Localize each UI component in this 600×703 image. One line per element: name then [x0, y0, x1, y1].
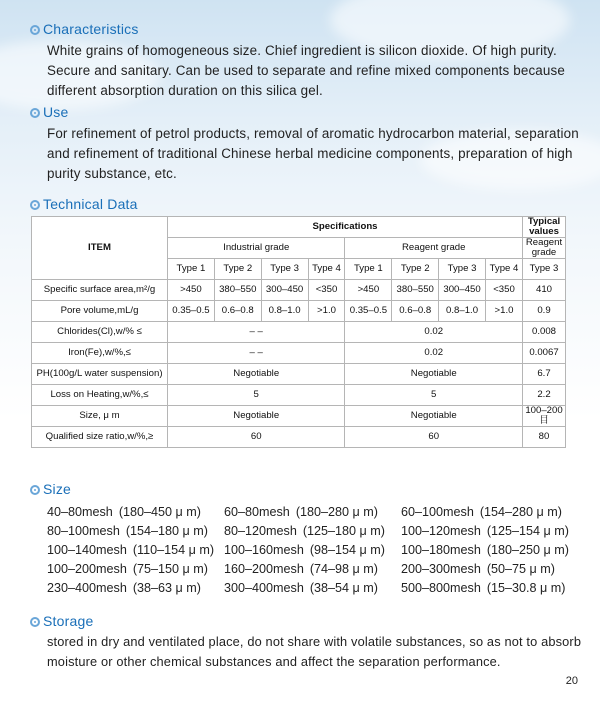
table-cell: 5: [345, 385, 523, 406]
size-range: (98–154 μ m): [309, 543, 385, 557]
table-cell: 380–550: [214, 280, 261, 301]
table-cell: >1.0: [308, 301, 345, 322]
size-entry: [224, 579, 401, 598]
row-label: PH(100g/L water suspension): [32, 364, 168, 385]
table-cell: >450: [168, 280, 215, 301]
size-range: (125–180 μ m): [302, 524, 385, 538]
type-header: Type 4: [485, 259, 522, 280]
table-cell: >1.0: [485, 301, 522, 322]
table-cell: 0.6–0.8: [214, 301, 261, 322]
size-range: (38–63 μ m): [132, 581, 201, 595]
table-row: [32, 343, 566, 364]
use-text: For refinement of petrol products, removal of aromatic hydrocarbon material, separation and refinement of traditional Chinese herbal medicine components, preparation of high purity substance, etc.: [47, 126, 579, 181]
type-header: Type 1: [168, 259, 215, 280]
size-mesh: 80–120mesh: [224, 524, 297, 538]
type-header: Type 2: [392, 259, 439, 280]
size-range: (154–180 μ m): [125, 524, 208, 538]
table-cell: 80: [523, 427, 566, 448]
industrial-grade-header: Industrial grade: [168, 238, 345, 259]
row-label: Size, μ m: [32, 406, 168, 427]
size-entry: [401, 503, 578, 522]
table-cell: >450: [345, 280, 392, 301]
type-header: Type 3: [261, 259, 308, 280]
table-cell: 0.8–1.0: [261, 301, 308, 322]
type-header: Type 4: [308, 259, 345, 280]
size-range: (180–280 μ m): [295, 505, 378, 519]
table-cell: 5: [168, 385, 345, 406]
table-row: [32, 280, 566, 301]
table-cell: <350: [485, 280, 522, 301]
table-row: [32, 427, 566, 448]
size-mesh: 80–100mesh: [47, 524, 120, 538]
size-range: (75–150 μ m): [132, 562, 208, 576]
size-mesh: 100–160mesh: [224, 543, 304, 557]
size-mesh: 300–400mesh: [224, 581, 304, 595]
row-label: Pore volume,mL/g: [32, 301, 168, 322]
table-cell: 0.9: [523, 301, 566, 322]
table-cell: 2.2: [523, 385, 566, 406]
table-row: [32, 385, 566, 406]
specifications-header: Specifications: [168, 217, 523, 238]
size-range: (125–154 μ m): [486, 524, 569, 538]
table-cell: 300–450: [439, 280, 486, 301]
table-cell: 0.35–0.5: [168, 301, 215, 322]
size-mesh: 60–100mesh: [401, 505, 474, 519]
table-cell: Negotiable: [345, 406, 523, 427]
size-mesh: 100–180mesh: [401, 543, 481, 557]
storage-heading: Storage: [30, 613, 93, 629]
row-label: Chlorides(Cl),w/% ≤: [32, 322, 168, 343]
size-mesh: 230–400mesh: [47, 581, 127, 595]
size-range: (180–250 μ m): [486, 543, 569, 557]
size-entry: [401, 522, 578, 541]
storage-text: stored in dry and ventilated place, do not share with volatile substances, so as not to absorb moisture or other chemical substances and affect the separation performance.: [47, 634, 582, 669]
circle-bullet-icon: [30, 108, 40, 118]
type-header: Type 3: [439, 259, 486, 280]
size-entry: [224, 541, 401, 560]
size-entry: [47, 541, 224, 560]
table-row: [32, 322, 566, 343]
characteristics-text: White grains of homogeneous size. Chief ingredient is silicon dioxide. Of high purity. Secure and sanitary. Can be used to separate and refine mixed components because different absorption duration on this silica gel.: [47, 43, 565, 98]
table-cell: – –: [168, 322, 345, 343]
type-header: Type 2: [214, 259, 261, 280]
size-mesh: 100–120mesh: [401, 524, 481, 538]
table-cell: 380–550: [392, 280, 439, 301]
size-range: (15–30.8 μ m): [486, 581, 566, 595]
technical-data-heading: Technical Data: [30, 196, 138, 212]
row-label: Specific surface area,m²/g: [32, 280, 168, 301]
table-cell: 6.7: [523, 364, 566, 385]
table-cell: 60: [345, 427, 523, 448]
size-row: [47, 503, 578, 522]
size-entry: [224, 560, 401, 579]
size-mesh: 200–300mesh: [401, 562, 481, 576]
technical-data-table: [31, 216, 566, 448]
size-row: [47, 522, 578, 541]
row-label: Iron(Fe),w/%,≤: [32, 343, 168, 364]
table-cell: Negotiable: [168, 406, 345, 427]
circle-bullet-icon: [30, 25, 40, 35]
size-mesh: 500–800mesh: [401, 581, 481, 595]
size-range: (110–154 μ m): [132, 543, 215, 557]
table-cell: 0.02: [345, 343, 523, 364]
size-entry: [401, 560, 578, 579]
size-mesh: 40–80mesh: [47, 505, 113, 519]
size-entry: [224, 503, 401, 522]
size-mesh: 160–200mesh: [224, 562, 304, 576]
row-label: Qualified size ratio,w/%,≥: [32, 427, 168, 448]
table-cell: – –: [168, 343, 345, 364]
size-range: (154–280 μ m): [479, 505, 562, 519]
type-header: Type 1: [345, 259, 392, 280]
size-range: (38–54 μ m): [309, 581, 378, 595]
table-cell: 100–200目: [523, 406, 566, 427]
size-heading: Size: [30, 481, 71, 497]
size-row: [47, 541, 578, 560]
size-mesh: 100–140mesh: [47, 543, 127, 557]
reagent-grade-header: Reagent grade: [345, 238, 523, 259]
table-row: [32, 301, 566, 322]
size-entry: [401, 541, 578, 560]
circle-bullet-icon: [30, 200, 40, 210]
table-cell: Negotiable: [168, 364, 345, 385]
size-entry: [401, 579, 578, 598]
typical-values-header: Typical values: [523, 217, 566, 238]
table-cell: 0.8–1.0: [439, 301, 486, 322]
size-entry: [47, 503, 224, 522]
type-header: Type 3: [523, 259, 566, 280]
size-grid: [47, 503, 578, 598]
table-cell: 0.35–0.5: [345, 301, 392, 322]
circle-bullet-icon: [30, 617, 40, 627]
item-header: ITEM: [32, 217, 168, 280]
table-cell: 0.02: [345, 322, 523, 343]
table-cell: 300–450: [261, 280, 308, 301]
size-range: (50–75 μ m): [486, 562, 555, 576]
table-cell: 60: [168, 427, 345, 448]
page-number: 20: [565, 675, 578, 687]
use-heading: Use: [30, 104, 69, 120]
table-cell: 0.008: [523, 322, 566, 343]
row-label: Loss on Heating,w/%,≤: [32, 385, 168, 406]
table-cell: 0.0067: [523, 343, 566, 364]
table-row: [32, 406, 566, 427]
size-range: (180–450 μ m): [118, 505, 201, 519]
table-cell: Negotiable: [345, 364, 523, 385]
table-cell: 0.6–0.8: [392, 301, 439, 322]
size-mesh: 60–80mesh: [224, 505, 290, 519]
size-entry: [224, 522, 401, 541]
size-range: (74–98 μ m): [309, 562, 378, 576]
table-row: [32, 364, 566, 385]
size-row: [47, 560, 578, 579]
size-entry: [47, 560, 224, 579]
size-mesh: 100–200mesh: [47, 562, 127, 576]
size-entry: [47, 522, 224, 541]
circle-bullet-icon: [30, 485, 40, 495]
size-entry: [47, 579, 224, 598]
characteristics-heading: Characteristics: [30, 21, 139, 37]
size-row: [47, 579, 578, 598]
typical-reagent-grade-header: Reagent grade: [523, 238, 566, 259]
table-cell: 410: [523, 280, 566, 301]
table-cell: <350: [308, 280, 345, 301]
